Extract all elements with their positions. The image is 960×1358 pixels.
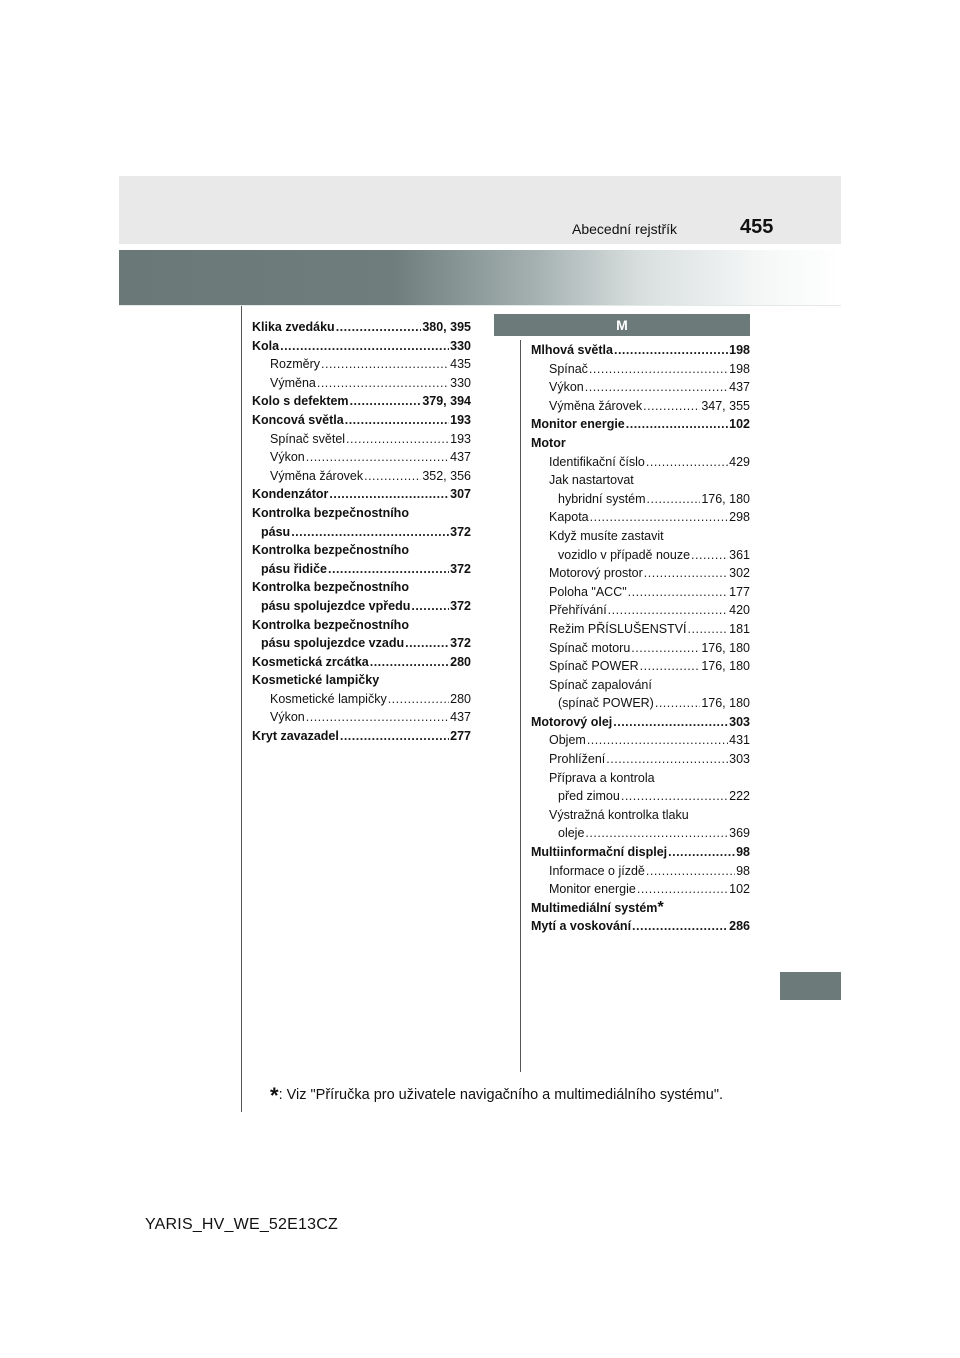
entry-term: oleje (558, 826, 585, 841)
entry-term: Spínač světel (270, 431, 346, 446)
entry-term: vozidlo v případě nouze (558, 547, 691, 562)
entry-term: Mlhová světla (531, 343, 613, 357)
dot-leader (346, 430, 449, 449)
index-entry (531, 843, 750, 862)
dot-leader (590, 508, 729, 527)
entry-term: Objem (549, 733, 586, 748)
entry-page: 102 (729, 882, 750, 897)
entry-term: Výkon (270, 450, 305, 465)
entry-page: 330 (450, 375, 471, 390)
index-entry (531, 378, 750, 397)
entry-term: Informace o jízdě (549, 863, 645, 878)
entry-page: 280 (450, 654, 471, 669)
index-entry (531, 862, 750, 881)
entry-term: Rozměry (270, 357, 321, 372)
divider (119, 305, 841, 306)
entry-page: 435 (450, 357, 471, 372)
entry-term: Identifikační číslo (549, 454, 645, 469)
dot-leader (614, 341, 728, 360)
entry-term: Spínač motoru (549, 640, 631, 655)
dot-leader (370, 653, 449, 672)
footnote (270, 1083, 723, 1109)
page-number: 455 (740, 216, 774, 238)
index-entry (252, 727, 471, 746)
entry-term: před zimou (558, 789, 620, 804)
entry-term: pásu spolujezdce vpředu (261, 598, 411, 613)
dot-leader (646, 453, 728, 472)
index-entry (252, 430, 471, 449)
dot-leader (628, 583, 728, 602)
entry-page: 102 (729, 417, 750, 432)
dot-leader (587, 731, 728, 750)
dot-leader (589, 360, 728, 379)
dot-leader (585, 378, 728, 397)
entry-term: Jak nastartovat (549, 473, 634, 488)
entry-term: Kondenzátor (252, 487, 329, 502)
entry-page: 302 (729, 566, 750, 581)
index-entry (252, 708, 471, 727)
entry-page: 181 (729, 621, 750, 636)
index-entry (252, 541, 471, 560)
entry-term: Motorový olej (531, 714, 613, 729)
index-entry (252, 504, 471, 523)
index-entry (531, 750, 750, 769)
index-column-right (531, 341, 750, 936)
left-margin-rule (241, 306, 242, 1112)
entry-term: Mytí a voskování (531, 919, 632, 934)
index-entry (252, 392, 471, 411)
dot-leader (621, 787, 728, 806)
dot-leader (643, 397, 700, 416)
entry-term: Když musíte zastavit (549, 528, 664, 543)
document-code: YARIS_HV_WE_52E13CZ (145, 1216, 338, 1233)
dot-leader (640, 657, 701, 676)
entry-page: 98 (736, 845, 750, 860)
entry-term: Motor (531, 435, 566, 450)
dot-leader (336, 318, 422, 337)
entry-term: pásu spolujezdce vzadu (261, 636, 405, 651)
entry-page: 372 (450, 598, 471, 613)
entry-page: 347, 355 (701, 398, 750, 413)
entry-term: Kosmetické lampičky (270, 691, 387, 706)
entry-page: 277 (450, 729, 471, 744)
entry-page: 437 (450, 450, 471, 465)
entry-term: Přehřívání (549, 603, 607, 618)
entry-page: 380, 395 (422, 320, 471, 334)
index-entry (252, 634, 471, 653)
entry-term: Výstražná kontrolka tlaku (549, 807, 689, 822)
dot-leader (606, 750, 728, 769)
entry-page: 222 (729, 789, 750, 804)
index-entry (531, 787, 750, 806)
entry-term: Poloha "ACC" (549, 584, 627, 599)
dot-leader (637, 880, 728, 899)
decorative-band (119, 250, 841, 305)
index-entry (252, 560, 471, 579)
index-entry (252, 337, 471, 356)
entry-page: 420 (729, 603, 750, 618)
index-entry (531, 471, 750, 490)
index-entry (252, 318, 471, 337)
entry-page: 379, 394 (422, 394, 471, 409)
dot-leader (364, 467, 421, 486)
entry-page: 176, 180 (701, 696, 750, 711)
dot-leader (585, 824, 728, 843)
dot-leader (655, 694, 700, 713)
index-entry (531, 620, 750, 639)
section-thumb-tab (780, 972, 841, 1000)
index-entry (531, 694, 750, 713)
entry-term: Spínač zapalování (549, 677, 652, 692)
index-entry (252, 523, 471, 542)
index-entry (531, 769, 750, 788)
entry-page: 437 (729, 380, 750, 395)
dot-leader (345, 411, 449, 430)
index-entry (531, 824, 750, 843)
entry-term: hybridní systém (558, 491, 646, 506)
index-entry (531, 601, 750, 620)
index-entry (531, 434, 750, 453)
entry-page: 352, 356 (422, 468, 471, 483)
entry-term: Koncová světla (252, 412, 344, 427)
entry-term: Prohlížení (549, 752, 606, 767)
entry-term: Multimediální systém (531, 900, 658, 915)
entry-page: 193 (450, 412, 471, 427)
entry-term: Monitor energie (531, 417, 625, 432)
entry-term: Výměna (270, 375, 316, 390)
index-entry (531, 397, 750, 416)
index-entry (252, 671, 471, 690)
entry-term: Spínač POWER (549, 659, 639, 674)
entry-term: Výkon (270, 710, 305, 725)
entry-page: 176, 180 (701, 491, 750, 506)
dot-leader (405, 634, 449, 653)
entry-page: 369 (729, 826, 750, 841)
dot-leader (340, 727, 449, 746)
dot-leader (388, 690, 449, 709)
index-entry (252, 597, 471, 616)
index-entry (531, 508, 750, 527)
dot-leader (632, 917, 728, 936)
entry-term: Kontrolka bezpečnostního (252, 580, 409, 595)
entry-term: Příprava a kontrola (549, 770, 655, 785)
dot-leader (329, 485, 449, 504)
index-entry (531, 639, 750, 658)
entry-term: Klika zvedáku (252, 320, 335, 334)
dot-leader (306, 448, 449, 467)
footnote-text: : Viz "Příručka pro uživatele navigačního a multimediálního systému". (278, 1087, 723, 1103)
entry-page: 372 (450, 561, 471, 576)
entry-page: 361 (729, 547, 750, 562)
index-entry (531, 731, 750, 750)
index-entry (531, 713, 750, 732)
index-entry (531, 917, 750, 936)
index-entry (252, 485, 471, 504)
entry-term: Kosmetická zrcátka (252, 654, 369, 669)
index-entry (252, 578, 471, 597)
index-entry (531, 453, 750, 472)
entry-page: 330 (450, 338, 471, 353)
dot-leader (668, 843, 735, 862)
entry-term: Kontrolka bezpečnostního (252, 505, 409, 520)
index-entry (531, 806, 750, 825)
entry-term: Kontrolka bezpečnostního (252, 543, 409, 558)
dot-leader (411, 597, 449, 616)
entry-page: 298 (729, 510, 750, 525)
entry-term: Spínač (549, 361, 588, 376)
index-column-left (252, 318, 471, 746)
entry-page: 307 (450, 487, 471, 502)
dot-leader (613, 713, 728, 732)
index-entry (531, 564, 750, 583)
index-entry (252, 411, 471, 430)
dot-leader (688, 620, 729, 639)
entry-term: Multiinformační displej (531, 845, 668, 860)
entry-term: Výměna žárovek (549, 398, 643, 413)
index-entry (531, 583, 750, 602)
index-entry: Multimediální systém * (531, 898, 664, 916)
header-band (119, 176, 841, 244)
dot-leader (647, 490, 701, 509)
entry-term: Výměna žárovek (270, 468, 364, 483)
index-entry (252, 448, 471, 467)
index-entry (252, 690, 471, 709)
footnote-marker: * (270, 1083, 279, 1108)
index-entry (531, 546, 750, 565)
index-entry (531, 360, 750, 379)
dot-leader (608, 601, 728, 620)
index-entry (531, 415, 750, 434)
dot-leader (691, 546, 728, 565)
index-entry (252, 355, 471, 374)
entry-page: 429 (729, 454, 750, 469)
entry-term: Kapota (549, 510, 589, 525)
dot-leader (291, 523, 449, 542)
dot-leader (644, 564, 728, 583)
entry-page: 280 (450, 691, 471, 706)
dot-leader (350, 392, 422, 411)
entry-term: Kola (252, 338, 280, 353)
index-entry (252, 374, 471, 393)
entry-term: Kryt zavazadel (252, 729, 339, 744)
page-title: Abecední rejstřík (572, 221, 678, 237)
column-divider (520, 340, 521, 1072)
entry-term: Kontrolka bezpečnostního (252, 617, 409, 632)
dot-leader (626, 415, 728, 434)
entry-term: Výkon (549, 380, 584, 395)
index-entry (252, 467, 471, 486)
entry-page: 431 (729, 733, 750, 748)
dot-leader (646, 862, 735, 881)
entry-page: 303 (729, 714, 750, 729)
dot-leader (280, 337, 449, 356)
entry-term: Kosmetické lampičky (252, 673, 380, 688)
entry-page: 372 (450, 636, 471, 651)
index-entry (252, 653, 471, 672)
dot-leader (321, 355, 449, 374)
entry-term: pásu řidiče (261, 561, 327, 576)
entry-page: 198 (729, 343, 750, 357)
index-entry (531, 880, 750, 899)
entry-page: 372 (450, 524, 471, 539)
index-entry (531, 490, 750, 509)
entry-page: 193 (450, 431, 471, 446)
dot-leader (631, 639, 700, 658)
index-entry (531, 341, 750, 360)
dot-leader (306, 708, 449, 727)
index-entry (531, 676, 750, 695)
entry-page: 286 (729, 919, 750, 934)
entry-page: 176, 180 (701, 659, 750, 674)
section-letter-header: M (494, 314, 750, 336)
entry-term: (spínač POWER) (558, 696, 654, 711)
entry-page: 303 (729, 752, 750, 767)
entry-term: Monitor energie (549, 882, 636, 897)
dot-leader (328, 560, 449, 579)
entry-term: Režim PŘÍSLUŠENSTVÍ (549, 621, 687, 636)
entry-page: 98 (736, 863, 750, 878)
index-entry (531, 527, 750, 546)
dot-leader (317, 374, 449, 393)
index-entry (252, 616, 471, 635)
entry-page: 437 (450, 710, 471, 725)
entry-term: pásu (261, 524, 291, 539)
entry-page: 198 (729, 361, 750, 376)
entry-term: Kolo s defektem (252, 394, 349, 409)
entry-term: Motorový prostor (549, 566, 643, 581)
index-entry (531, 657, 750, 676)
entry-page: 177 (729, 584, 750, 599)
entry-page: 176, 180 (701, 640, 750, 655)
